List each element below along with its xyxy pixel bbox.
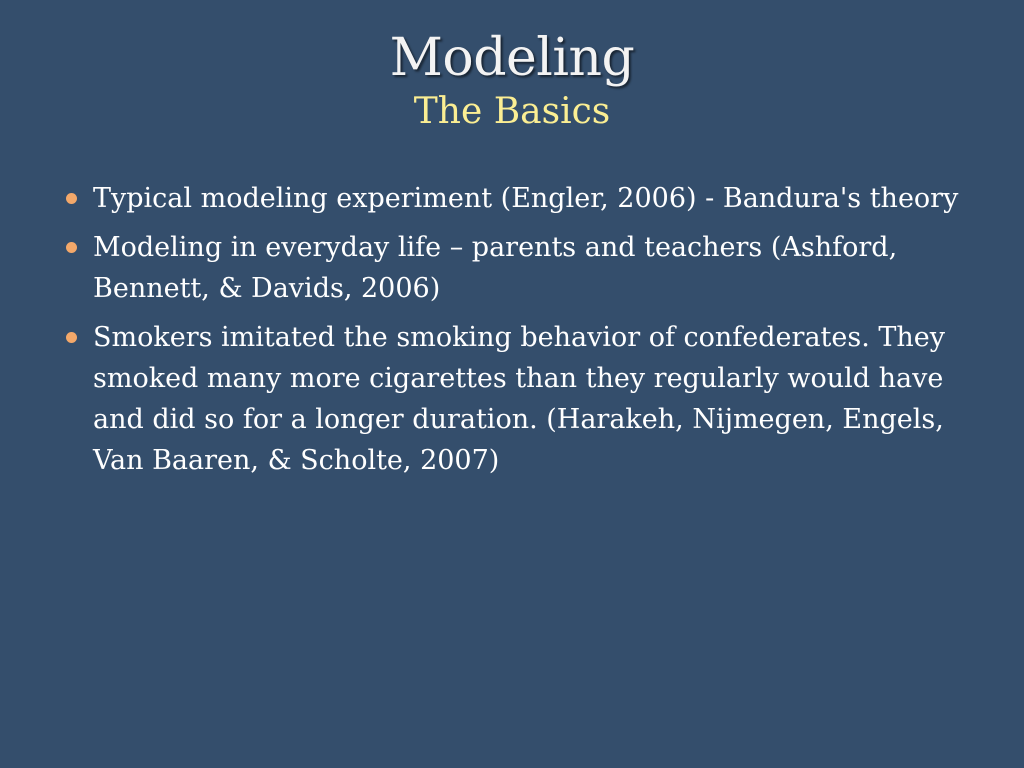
bullet-text: Typical modeling experiment (Engler, 2006) - Bandura's theory [93,183,959,214]
slide-title: Modeling [389,28,635,88]
bullet-dot-icon [66,332,77,343]
title-block [0,28,1024,134]
bullet-item [64,317,964,481]
bullet-dot-icon [66,193,77,204]
bullet-text: Modeling in everyday life – parents and teachers (Ashford, Bennett, & Davids, 2006) [93,232,898,304]
bullet-item [64,227,964,309]
bullet-text: Smokers imitated the smoking behavior of confederates. They smoked many more cigarettes than they regularly would have and did so for a longer duration. (Harakeh, Nijmegen, Engels, Van Baaren, & Scholte, 2007) [93,322,946,476]
bullet-item [64,178,964,219]
bullet-list [64,178,964,489]
slide-subtitle: The Basics [413,91,611,132]
bullet-dot-icon [66,242,77,253]
